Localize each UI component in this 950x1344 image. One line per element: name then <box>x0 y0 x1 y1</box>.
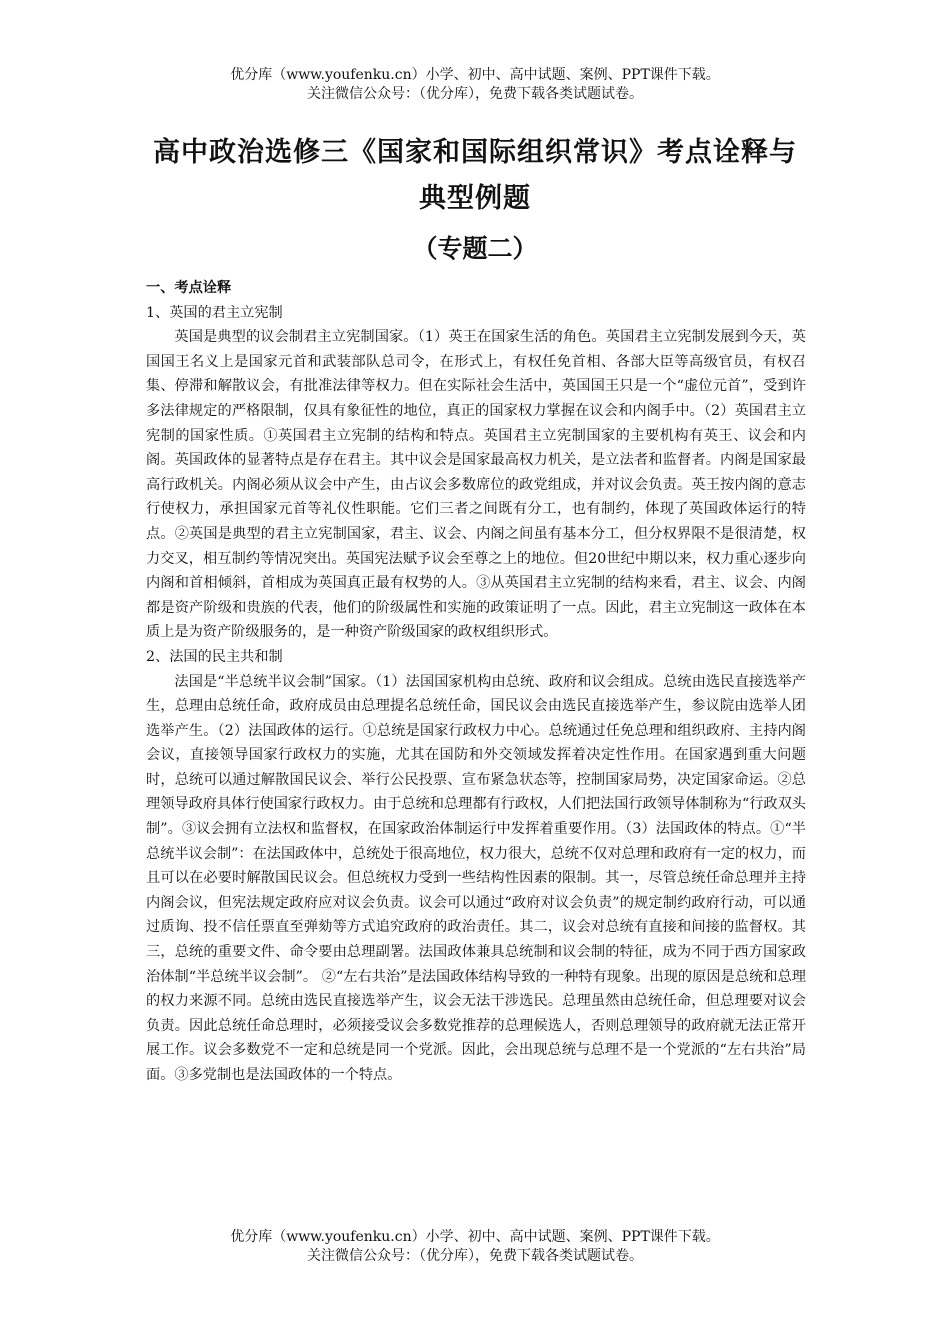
topic-1-heading: 1、英国的君主立宪制 <box>146 304 283 321</box>
topic-2-heading: 2、法国的民主共和制 <box>146 648 283 665</box>
page-header <box>0 66 950 104</box>
document-body <box>146 276 806 1088</box>
topic-1-paragraph: 英国是典型的议会制君主立宪制国家。（1）英王在国家生活的角色。英国君主立宪制发展到今天，英国国王名义上是国家元首和武装部队总司令，在形式上，有权任免首相、各部大臣等高级官员，有权召集、停滞和解散议会，有批准法律等权力。但在实际社会生活中，英国国王只是一个“虚位元首”，受到许多法律规定的严格限制，仅具有象征性的地位，真正的国家权力掌握在议会和内阁手中。（2）英国君主立宪制的国家性质。①英国君主立宪制的结构和特点。英国君主立宪制国家的主要机构有英王、议会和内阁。英国政体的显著特点是存在君主。其中议会是国家最高权力机关，是立法者和监督者。内阁是国家最高行政机关。内阁必须从议会中产生，由占议会多数席位的政党组成，并对议会负责。英王按内阁的意志行使权力，承担国家元首等礼仪性职能。它们三者之间既有分工，也有制约，体现了英国政体运行的特点。②英国是典型的君主立宪制国家，君主、议会、内阁之间虽有基本分工，但分权界限不是很清楚，权力交叉，相互制约等情况突出。英国宪法赋予议会至尊之上的地位。但20世纪中期以来，权力重心逐步向内阁和首相倾斜，首相成为英国真正最有权势的人。③从英国君主立宪制的结构来看，君主、议会、内阁都是资产阶级和贵族的代表，他们的阶级属性和实施的政策证明了一点。因此，君主立宪制这一政体在本质上是为资产阶级服务的，是一种资产阶级国家的政权组织形式。 <box>146 329 806 641</box>
page-footer <box>0 1228 950 1266</box>
document-title-line-2: 典型例题 <box>419 183 531 214</box>
topic-2-paragraph: 法国是“半总统半议会制”国家。（1）法国国家机构由总统、政府和议会组成。总统由选民直接选举产生，总理由总统任命，政府成员由总理提名总统任命，国民议会由选民直接选举产生，参议院由选举人团选举产生。（2）法国政体的运行。①总统是国家行政权力中心。总统通过任免总理和组织政府、主持内阁会议，直接领导国家行政权力的实施，尤其在国防和外交领域发挥着决定性作用。在国家遇到重大问题时，总统可以通过解散国民议会、举行公民投票、宣布紧急状态等，控制国家局势，决定国家命运。②总理领导政府具体行使国家行政权力。由于总统和总理都有行政权，人们把法国行政领导体制称为“行政双头制”。③议会拥有立法权和监督权，在国家政治体制运行中发挥着重要作用。（3）法国政体的特点。①“半总统半议会制”：在法国政体中，总统处于很高地位，权力很大，总统不仅对总理和政府有一定的权力，而且可以在必要时解散国民议会。但总统权力受到一些结构性因素的限制。其一，尽管总统任命总理并主持内阁会议，但宪法规定政府应对议会负责。议会可以通过“政府对议会负责”的规定制约政府行动，可以通过质询、投不信任票直至弹劾等方式追究政府的政治责任。其二，议会对总统有直接和间接的监督权。其三，总统的重要文件、命令要由总理副署。法国政体兼具总统制和议会制的特征，成为不同于西方国家政治体制“半总统半议会制”。 ②“左右共治”是法国政体结构导致的一种特有现象。出现的原因是总统和总理的权力来源不同。总统由选民直接选举产生，议会无法干涉选民。总理虽然由总统任命，但总理要对议会负责。因此总统任命总理时，必须接受议会多数党推荐的总理候选人，否则总理领导的政府就无法正常开展工作。议会多数党不一定和总统是同一个党派。因此，会出现总统与总理不是一个党派的“左右共治”局面。③多党制也是法国政体的一个特点。 <box>146 673 806 1083</box>
footer-line-1: 优分库（www.youfenku.cn）小学、初中、高中试题、案例、PPT课件下载。 <box>230 1229 720 1245</box>
document-title-line-1: 高中政治选修三《国家和国际组织常识》考点诠释与 <box>153 137 797 168</box>
header-line-2: 关注微信公众号：（优分库），免费下载各类试题试卷。 <box>307 86 643 102</box>
footer-line-2: 关注微信公众号：（优分库），免费下载各类试题试卷。 <box>307 1248 643 1264</box>
header-line-1: 优分库（www.youfenku.cn）小学、初中、高中试题、案例、PPT课件下载。 <box>230 67 720 83</box>
section-heading: 一、考点诠释 <box>146 280 232 296</box>
document-subtitle: （专题二） <box>412 234 538 263</box>
